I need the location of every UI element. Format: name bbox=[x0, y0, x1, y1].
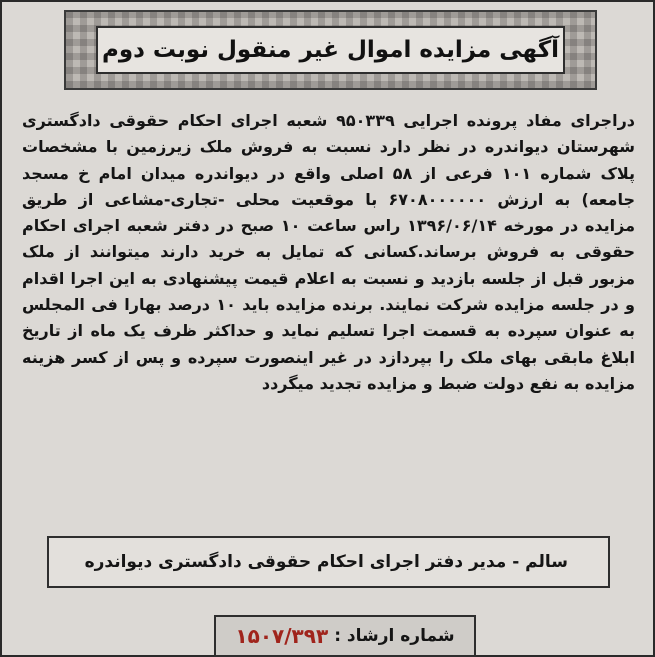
signature-line: سالم - مدیر دفتر اجرای احکام حقوقی دادگستری دیواندره bbox=[84, 552, 568, 572]
title-box bbox=[96, 26, 565, 74]
notice-body: دراجرای مفاد پرونده اجرایی ۹۵۰۳۳۹ شعبه اجرای احکام حقوقی دادگستری شهرستان دیواندره در نظر دارد نسبت به فروش ملک زیرزمین با مشخصات پلاک شماره ۱۰۱ فرعی از ۵۸ اصلی واقع در دیواندره میدان امام خ مسجد جامعه) به ارزش ۶۷۰۸۰۰۰۰۰۰ با موقعیت محلی -تجاری-مشاعی از طریق مزایده در مورخه ۱۳۹۶/۰۶/۱۴ راس ساعت ۱۰ صبح در دفتر شعبه اجرای احکام حقوقی به فروش برساند.کسانی که تمایل به خرید دارند میتوانند از ملک مزبور قبل از جلسه بازدید و نسبت به اعلام قیمت پیشنهادی به این اجرا اقدام و در جلسه مزایده شرکت نمایند. برنده مزایده باید ۱۰ درصد بهارا فی المجلس به عنوان سپرده به قسمت اجرا تسلیم نماید و حداکثر ظرف یک ماه از تاریخ ابلاغ مابقی بهای ملک را بپردازد در غیر اینصورت سپرده و پس از کسر هزینه مزایده به نفع دولت ضبط و مزایده تجدید میگردد bbox=[22, 111, 636, 393]
notice-title: آگهی مزایده اموال غیر منقول نوبت دوم bbox=[101, 37, 560, 63]
ershad-label: شماره ارشاد : bbox=[334, 626, 455, 646]
ershad-number: ۱۵۰۷/۳۹۳ bbox=[235, 624, 329, 648]
ershad-box bbox=[214, 615, 476, 657]
title-pattern-band bbox=[64, 10, 597, 90]
signature-box bbox=[47, 536, 610, 588]
